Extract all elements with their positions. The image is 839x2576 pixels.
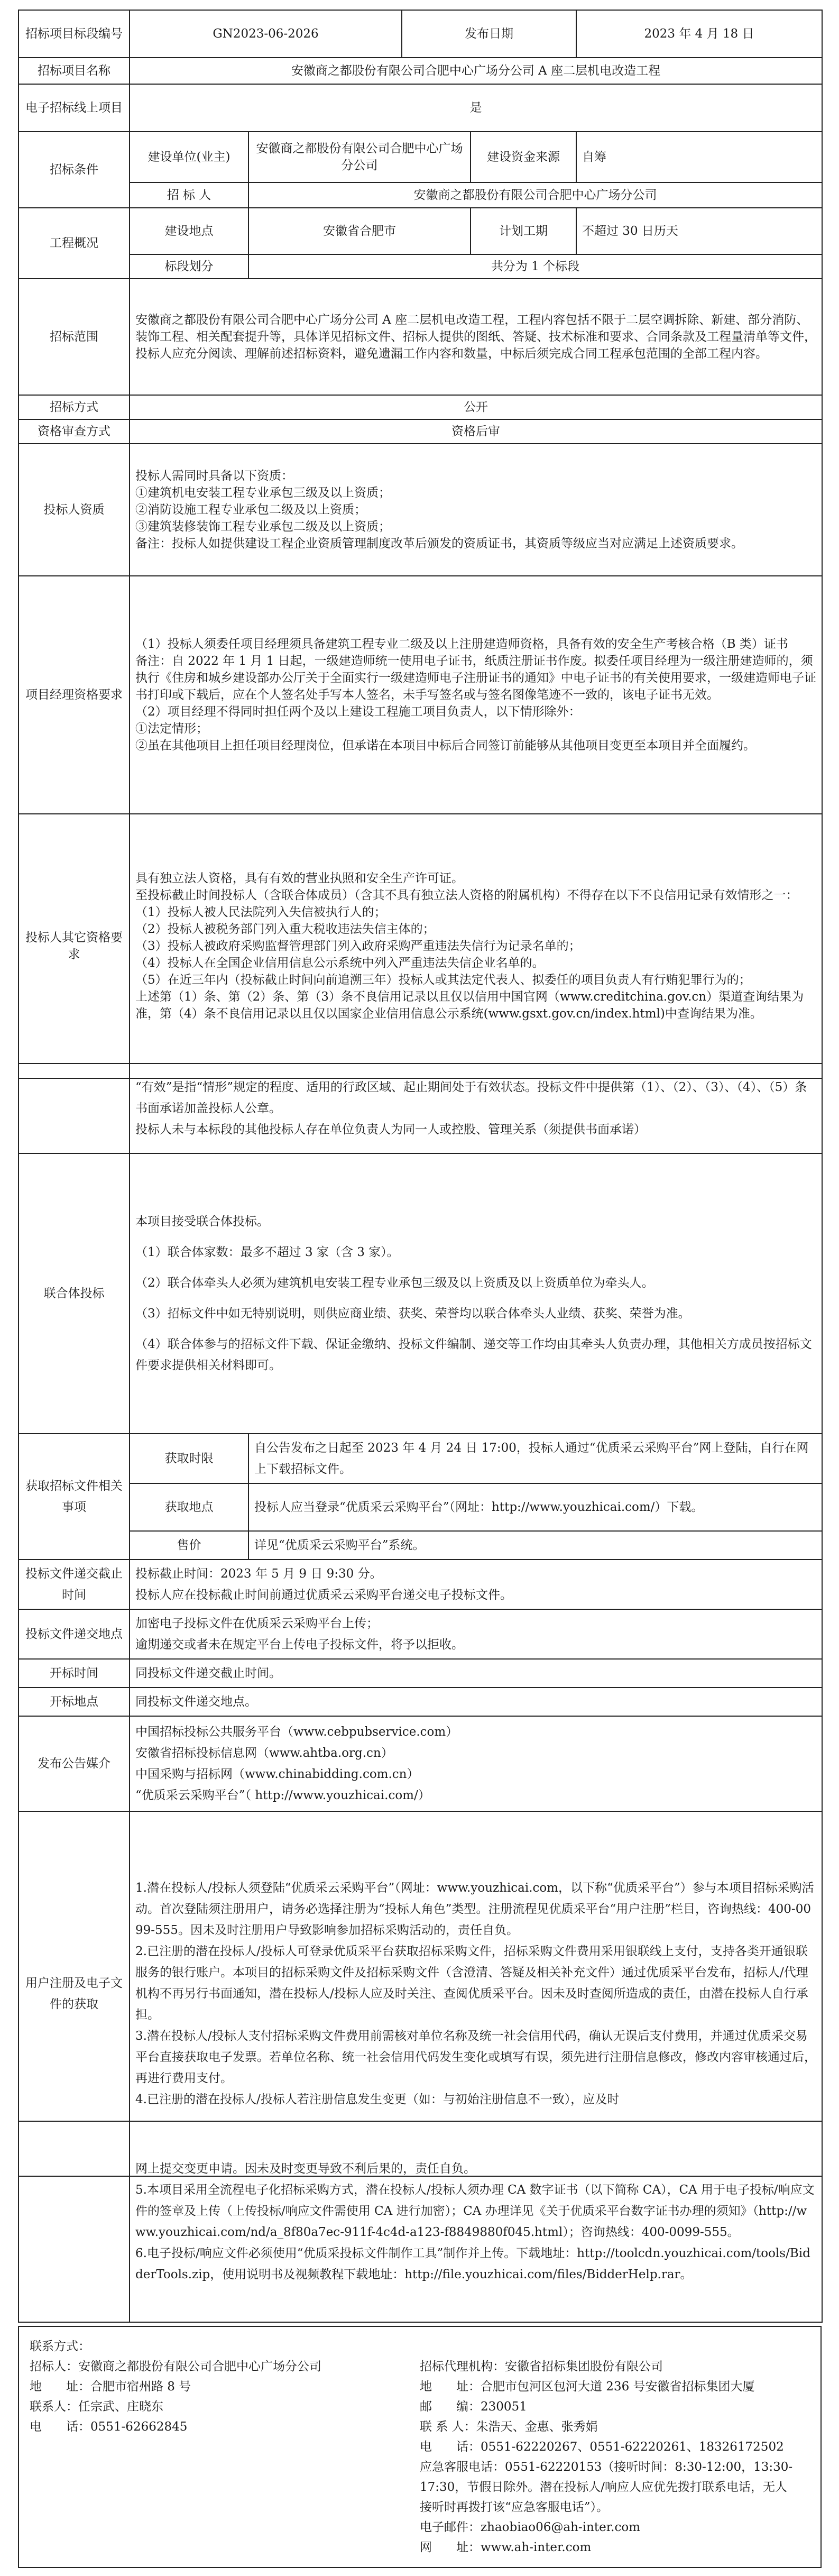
manager-text <box>130 576 822 814</box>
other-line: 上述第（1）条、第（2）条、第（3）条不良信用记录以且仅以信用中国官网（www.creditchina.gov.cn）渠道查询结果为准，第（4）条不良信用记录以且仅以国家企业信用信息公示系统(www.gsxt.gov.cn/index.html)中查询结果为准。 <box>135 990 804 1021</box>
other-label: 投标人其它资格要求 <box>19 814 130 1078</box>
agency-contact-line: 应急客服电话：0551-62220153（接听时间：8:30-12:00，13:30-17:30，节假日除外。潜在投标人/响应人应优先拨打联系电话，无人接听时再拨打该“应急客服电话”）。 <box>420 2460 793 2514</box>
submit-place-label: 投标文件递交地点 <box>19 1609 130 1659</box>
project-name-label: 招标项目名称 <box>19 58 130 84</box>
review-label: 资格审查方式 <box>19 419 130 444</box>
deadline-line: 投标截止时间：2023 年 5 月 9 日 9:30 分。 <box>135 1567 382 1581</box>
agency-contact-line: 电 话：0551-62220267、0551-62220261、18326172502 <box>420 2440 784 2454</box>
qualification-line: ①建筑机电安装工程专业承包三级及以上资质； <box>135 486 391 500</box>
scope-text: 安徽商之都股份有限公司合肥中心广场分公司 A 座二层机电改造工程，工程内容包括不限于二层空调拆除、新建、部分消防、装饰工程、相关配套提升等，具体详见招标文件、招标人提供的图纸、答疑、技术标准和要求、合同条款及工程量清单等文件，投标人应充分阅读、理解前述招标资料，避免遗漏工作内容和数量，中标后须完成合同工程承包范围的全部工程内容。 <box>130 279 822 395</box>
submit-place-text <box>130 1609 822 1659</box>
qualification-line: ②消防设施工程专业承包二级及以上资质； <box>135 503 366 517</box>
notice-table <box>18 10 823 1079</box>
tenderee-contact <box>30 2357 420 2557</box>
obtain-place-value: 投标人应当登录“优质采云采购平台”（网址：http://www.youzhicai.com/）下载。 <box>248 1483 822 1531</box>
project-no-label: 招标项目标段编号 <box>19 10 130 58</box>
conditions-label: 招标条件 <box>19 132 130 208</box>
tenderee-contact-line: 地 址：合肥市宿州路 8 号 <box>30 2380 191 2394</box>
other-cont-line: 投标人未与本标段的其他投标人存在单位负责人为同一人或控股、管理关系（须提供书面承诺） <box>135 1123 646 1136</box>
consortium-line: （4）联合体参与的招标文件下载、保证金缴纳、投标文件编制、递交等工作均由其牵头人负责办理，其他相关方成员按招标文件要求提供相关材料即可。 <box>135 1337 812 1372</box>
other-line: （4）投标人在全国企业信用信息公示系统中列入严重违法失信企业名单的。 <box>135 956 545 970</box>
section-main <box>0 10 839 1079</box>
agency-contact-line: 地 址：合肥市包河区包河大道 236 号安徽省招标集团大厦 <box>420 2380 755 2394</box>
manager-line: ②虽在其他项目上担任项目经理岗位，但承诺在本项目中标后合同签订前能够从其他项目变更至本项目并全面履约。 <box>135 739 755 753</box>
other-cont-line: “有效”是指“情形”规定的程度、适用的行政区域、起止期间处于有效状态。投标文件中提供第（1）、（2）、（3）、（4）、（5）条书面承诺加盖投标人公章。 <box>135 1080 807 1115</box>
tenderee-contact-line: 招标人：安徽商之都股份有限公司合肥中心广场分公司 <box>30 2360 321 2373</box>
tenderee-contact-line: 联系人：任宗武、庄晓东 <box>30 2400 163 2414</box>
other-line: （2）投标人被税务部门列入重大税收违法失信主体的； <box>135 922 435 936</box>
contact-columns <box>30 2357 810 2557</box>
section-value: 共分为 1 个标段 <box>248 254 822 279</box>
tenderee-label: 招 标 人 <box>130 182 248 208</box>
consortium-line: 本项目接受联合体投标。 <box>135 1215 269 1229</box>
project-name-value: 安徽商之都股份有限公司合肥中心广场分公司 A 座二层机电改造工程 <box>130 58 822 84</box>
open-place-value: 同投标文件递交地点。 <box>130 1688 822 1716</box>
register-cont-line: 6.电子投标/响应文件必须使用“优质采投标文件制作工具”制作并上传。下载地址：http://toolcdn.youzhicai.com/tools/BidderTools.zip，使用说明书及视频教程下载地址：http://file.youzhicai.com/files/BidderHelp.rar。 <box>135 2247 810 2281</box>
obtain-time-value: 自公告发布之日起至 2023 年 4 月 24 日 17:00，投标人通过“优质采云采购平台”网上登陆，自行在网上下载招标文件。 <box>248 1434 822 1483</box>
publish-date-label: 发布日期 <box>402 10 576 58</box>
register-cont-label <box>19 2121 130 2322</box>
section-label: 标段划分 <box>130 254 248 279</box>
fund-value: 自筹 <box>576 132 822 182</box>
qualification-line: 备注：投标人如提供建设工程企业资质管理制度改革后颁发的资质证书，其资质等级应当对应满足上述资质要求。 <box>135 537 743 551</box>
manager-line: 备注：自 2022 年 1 月 1 日起，一级建造师统一使用电子证书，纸质注册证书作废。拟委任项目经理为一级注册建造师的，须执行《住房和城乡建设部办公厅关于全面实行一级建造师电子注册证书的通知》中电子证书的有关使用要求，一级建造师电子证书打印或下载后，应在个人签名处手写本人签名，未手写签名或与签名图像笔迹不一致的，该电子证书无效。 <box>135 654 816 702</box>
other-line: 至投标截止时间投标人（含联合体成员）（含其不具有独立法人资格的附属机构）不得存在以下不良信用记录有效情形之一： <box>135 888 798 902</box>
owner-value: 安徽商之都股份有限公司合肥中心广场分公司 <box>248 132 471 182</box>
consortium-line: （2）联合体牵头人必须为建筑机电安装工程专业承包三级及以上资质及以上资质单位为牵头人。 <box>135 1276 654 1290</box>
obtain-place-label: 获取地点 <box>130 1483 248 1531</box>
location-label: 建设地点 <box>130 208 248 254</box>
media-label: 发布公告媒介 <box>19 1716 130 1811</box>
register-line: 4.已注册的潜在投标人/投标人若注册信息发生变更（如：与初始注册信息不一致），应及时 <box>135 2093 620 2106</box>
open-place-label: 开标地点 <box>19 1688 130 1716</box>
method-label: 招标方式 <box>19 395 130 419</box>
agency-contact <box>420 2357 810 2557</box>
online-label: 电子招标线上项目 <box>19 84 130 132</box>
manager-line: （1）投标人须委任项目经理须具备建筑工程专业二级及以上注册建造师资格，具备有效的安全生产考核合格（B 类）证书 <box>135 637 788 651</box>
manager-label: 项目经理资格要求 <box>19 576 130 814</box>
submit-place-line: 逾期递交或者未在规定平台上传电子投标文件，将予以拒收。 <box>135 1638 464 1652</box>
deadline-text <box>130 1560 822 1609</box>
section-register-continued <box>0 2121 839 2323</box>
obtain-price-label: 售价 <box>130 1531 248 1560</box>
scope-label: 招标范围 <box>19 279 130 395</box>
manager-line: （2）项目经理不得同时担任两个及以上建设工程施工项目负责人，以下情形除外： <box>135 705 581 719</box>
location-value: 安徽省合肥市 <box>248 208 471 254</box>
deadline-label: 投标文件递交截止时间 <box>19 1560 130 1609</box>
owner-label: 建设单位(业主) <box>130 132 248 182</box>
register-table-continued <box>18 2121 823 2323</box>
other-line: （5）在近三年内（投标截止时间向前追溯三年）投标人或其法定代表人、拟委任的项目负责人有行贿犯罪行为的； <box>135 973 751 987</box>
media-line: 安徽省招标投标信息网（www.ahtba.org.cn） <box>135 1746 393 1760</box>
register-cont-line: 网上提交变更申请。因未及时变更导致不利后果的，责任自负。 <box>135 2162 476 2176</box>
register-cont-line: 5.本项目采用全流程电子化招标采购方式，潜在投标人/投标人须办理 CA 数字证书（以下简称 CA），CA 用于电子投标/响应文件的签章及上传（上传投标/响应文件需使用 CA 进行加密）；CA 办理详见《关于优质采平台数字证书办理的须知》（http://www.youzhicai.com/nd/a_8f80a7ec-911f-4c4d-a123-f8849880f045.html）；咨询热线：400-0099-555。 <box>135 2183 815 2239</box>
agency-contact-line: 招标代理机构：安徽省招标集团股份有限公司 <box>420 2360 663 2373</box>
other-line: 具有独立法人资格，具有有效的营业执照和安全生产许可证。 <box>135 872 464 885</box>
consortium-line: （3）招标文件中如无特别说明，则供应商业绩、获奖、荣誉均以联合体牵头人业绩、获奖、荣誉为准。 <box>135 1307 690 1321</box>
tenderee-value: 安徽商之都股份有限公司合肥中心广场分公司 <box>248 182 822 208</box>
other-text <box>130 814 822 1078</box>
other-line: （3）投标人被政府采购监督管理部门列入政府采购严重违法失信行为记录名单的； <box>135 939 581 953</box>
agency-contact-line: 邮 编：230051 <box>420 2400 527 2414</box>
qualification-line: 投标人需同时具备以下资质： <box>135 469 293 483</box>
notice-table-continued <box>18 1063 823 2177</box>
project-no-value: GN2023-06-2026 <box>130 10 402 58</box>
media-line: 中国采购与招标网（www.chinabidding.com.cn） <box>135 1767 419 1781</box>
obtain-price-value: 详见“优质采云采购平台”系统。 <box>248 1531 822 1560</box>
fund-label: 建设资金来源 <box>471 132 576 182</box>
consortium-line: （1）联合体家数：最多不超过 3 家（含 3 家）。 <box>135 1245 399 1259</box>
register-label: 用户注册及电子文件的获取 <box>19 1811 130 2176</box>
open-time-label: 开标时间 <box>19 1659 130 1688</box>
obtain-label: 获取招标文件相关事项 <box>19 1434 130 1560</box>
review-value: 资格后审 <box>130 419 822 444</box>
period-value: 不超过 30 日历天 <box>576 208 822 254</box>
register-line: 3.潜在投标人/投标人支付招标采购文件费用前需核对单位名称及统一社会信用代码，确认无误后支付费用，并通过优质采交易平台直接获取电子发票。若单位名称、统一社会信用代码发生变化或填写有误，须先进行注册信息修改，修改内容审核通过后，再进行费用支付。 <box>135 2029 816 2085</box>
qualification-line: ③建筑装修装饰工程专业承包二级及以上资质； <box>135 520 391 534</box>
media-line: “优质采云采购平台”（ http://www.youzhicai.com/） <box>135 1789 430 1802</box>
qualification-label: 投标人资质 <box>19 444 130 576</box>
other-cont-label <box>19 1064 130 1153</box>
submit-place-line: 加密电子投标文件在优质采云采购平台上传； <box>135 1617 379 1630</box>
register-cont-text <box>130 2121 822 2322</box>
agency-contact-line: 联 系 人：朱浩天、金惠、张秀娟 <box>420 2420 598 2434</box>
manager-line: ①法定情形； <box>135 722 208 736</box>
contact-title: 联系方式： <box>30 2340 90 2353</box>
contact-block <box>18 2326 822 2568</box>
obtain-time-label: 获取时限 <box>130 1434 248 1483</box>
qualification-text <box>130 444 822 576</box>
period-label: 计划工期 <box>471 208 576 254</box>
agency-website[interactable]: 网 址：www.ah-inter.com <box>420 2541 592 2554</box>
media-line: 中国招标投标公共服务平台（www.cebpubservice.com） <box>135 1725 458 1739</box>
open-time-value: 同投标文件递交截止时间。 <box>130 1659 822 1688</box>
register-line: 1.潜在投标人/投标人须登陆“优质采云采购平台”（网址：www.youzhicai.com，以下称“优质采平台”）参与本项目招标采购活动。首次登陆须注册用户，请务必选择注册为“投标人角色”类型。注册流程见优质采平台“用户注册”栏目，咨询热线：400-0099-555。因未及时注册用户导致影响参加招标采购活动的，责任自负。 <box>135 1881 814 1937</box>
register-line: 2.已注册的潜在投标人/投标人可登录优质采平台获取招标采购文件，招标采购文件费用采用银联线上支付，支持各类开通银联服务的银行账户。本项目的招标采购文件及招标采购文件（含澄清、答疑及相关补充文件）通过优质采平台发布，招标人/代理机构不再另行书面通知，潜在投标人/投标人应及时关注、查阅优质采平台。因未及时查阅所造成的责任，由潜在投标人自行承担。 <box>135 1945 808 2022</box>
section-continued <box>0 1063 839 2177</box>
media-text <box>130 1716 822 1811</box>
agency-email[interactable]: 电子邮件：zhaobiao06@ah-inter.com <box>420 2520 641 2534</box>
tenderee-contact-line: 电 话：0551-62662845 <box>30 2420 188 2434</box>
overview-label: 工程概况 <box>19 208 130 279</box>
other-line: （1）投标人被人民法院列入失信被执行人的； <box>135 905 386 919</box>
publish-date-value: 2023 年 4 月 18 日 <box>576 10 822 58</box>
consortium-text <box>130 1153 822 1434</box>
method-value: 公开 <box>130 395 822 419</box>
deadline-line: 投标人应在投标截止时间前通过优质采云采购平台递交电子投标文件。 <box>135 1588 512 1602</box>
other-cont-text <box>130 1064 822 1153</box>
online-value: 是 <box>130 84 822 132</box>
consortium-label: 联合体投标 <box>19 1153 130 1434</box>
